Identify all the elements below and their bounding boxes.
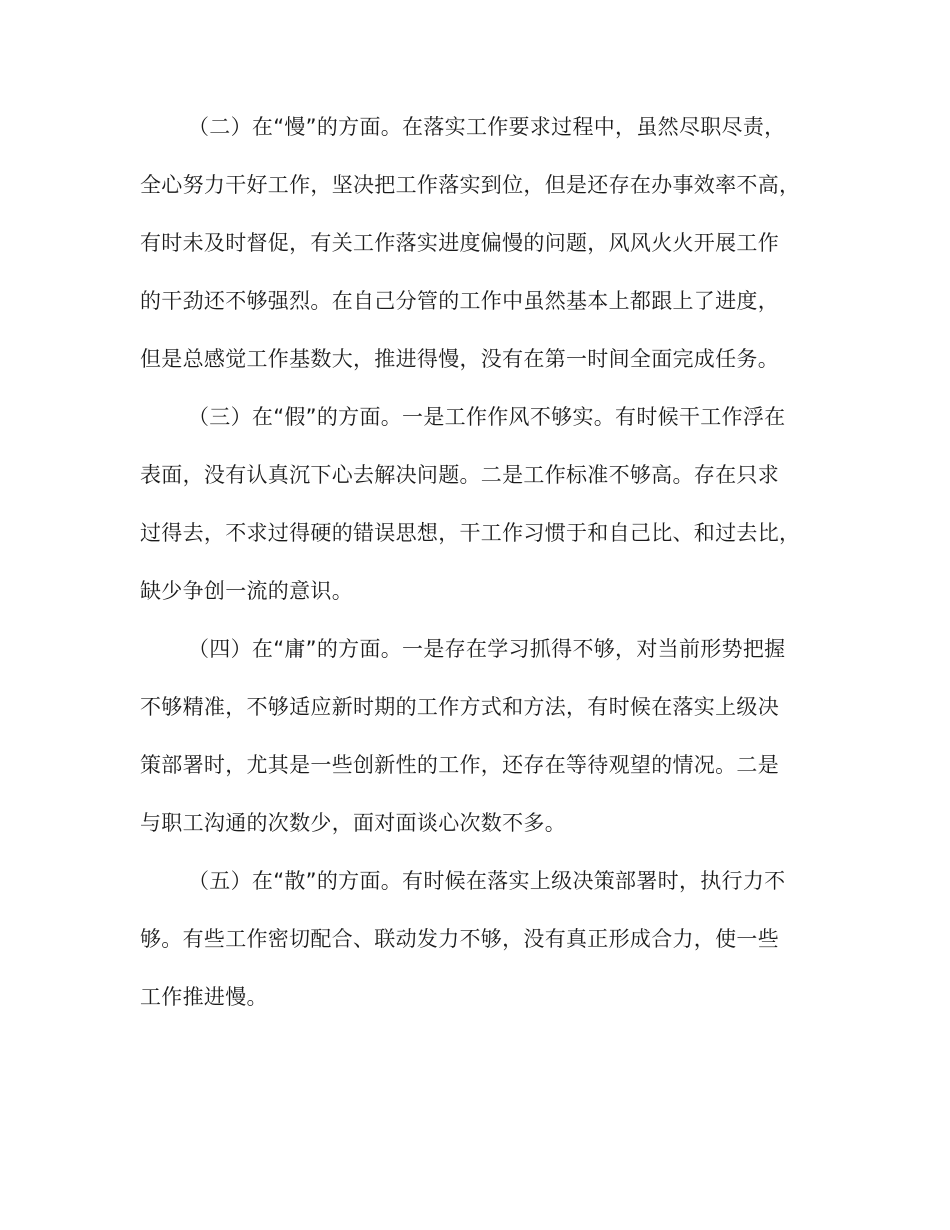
paragraph-fake-line-2: 表面，没有认真沉下心去解决问题。二是工作标准不够高。存在只求 [140, 463, 779, 487]
paragraph-mediocre-line-1: （四）在“庸”的方面。一是存在学习抓得不够，对当前形势把握 [188, 637, 786, 661]
paragraph-slow-line-3: 有时未及时督促，有关工作落实进度偏慢的问题，风风火火开展工作 [140, 231, 779, 255]
paragraph-loose-line-2: 够。有些工作密切配合、联动发力不够，没有真正形成合力，使一些 [140, 927, 779, 951]
paragraph-fake-line-3: 过得去，不求过得硬的错误思想，干工作习惯于和自己比、和过去比， [140, 521, 801, 545]
paragraph-mediocre-line-4: 与职工沟通的次数少，面对面谈心次数不多。 [140, 811, 566, 835]
paragraph-loose-line-3: 工作推进慢。 [140, 985, 268, 1009]
paragraph-fake-line-1: （三）在“假”的方面。一是工作作风不够实。有时候干工作浮在 [188, 405, 786, 429]
paragraph-slow-line-2: 全心努力干好工作，坚决把工作落实到位，但是还存在办事效率不高， [140, 173, 801, 197]
paragraph-fake-line-4: 缺少争创一流的意识。 [140, 579, 353, 603]
paragraph-slow-line-5: 但是总感觉工作基数大，推进得慢，没有在第一时间全面完成任务。 [140, 347, 779, 371]
paragraph-slow-line-4: 的干劲还不够强烈。在自己分管的工作中虽然基本上都跟上了进度， [140, 289, 779, 313]
paragraph-slow-line-1: （二）在“慢”的方面。在落实工作要求过程中，虽然尽职尽责， [188, 115, 786, 139]
paragraph-mediocre-line-3: 策部署时，尤其是一些创新性的工作，还存在等待观望的情况。二是 [140, 753, 779, 777]
paragraph-loose-line-1: （五）在“散”的方面。有时候在落实上级决策部署时，执行力不 [188, 869, 786, 893]
paragraph-mediocre-line-2: 不够精准，不够适应新时期的工作方式和方法，有时候在落实上级决 [140, 695, 779, 719]
